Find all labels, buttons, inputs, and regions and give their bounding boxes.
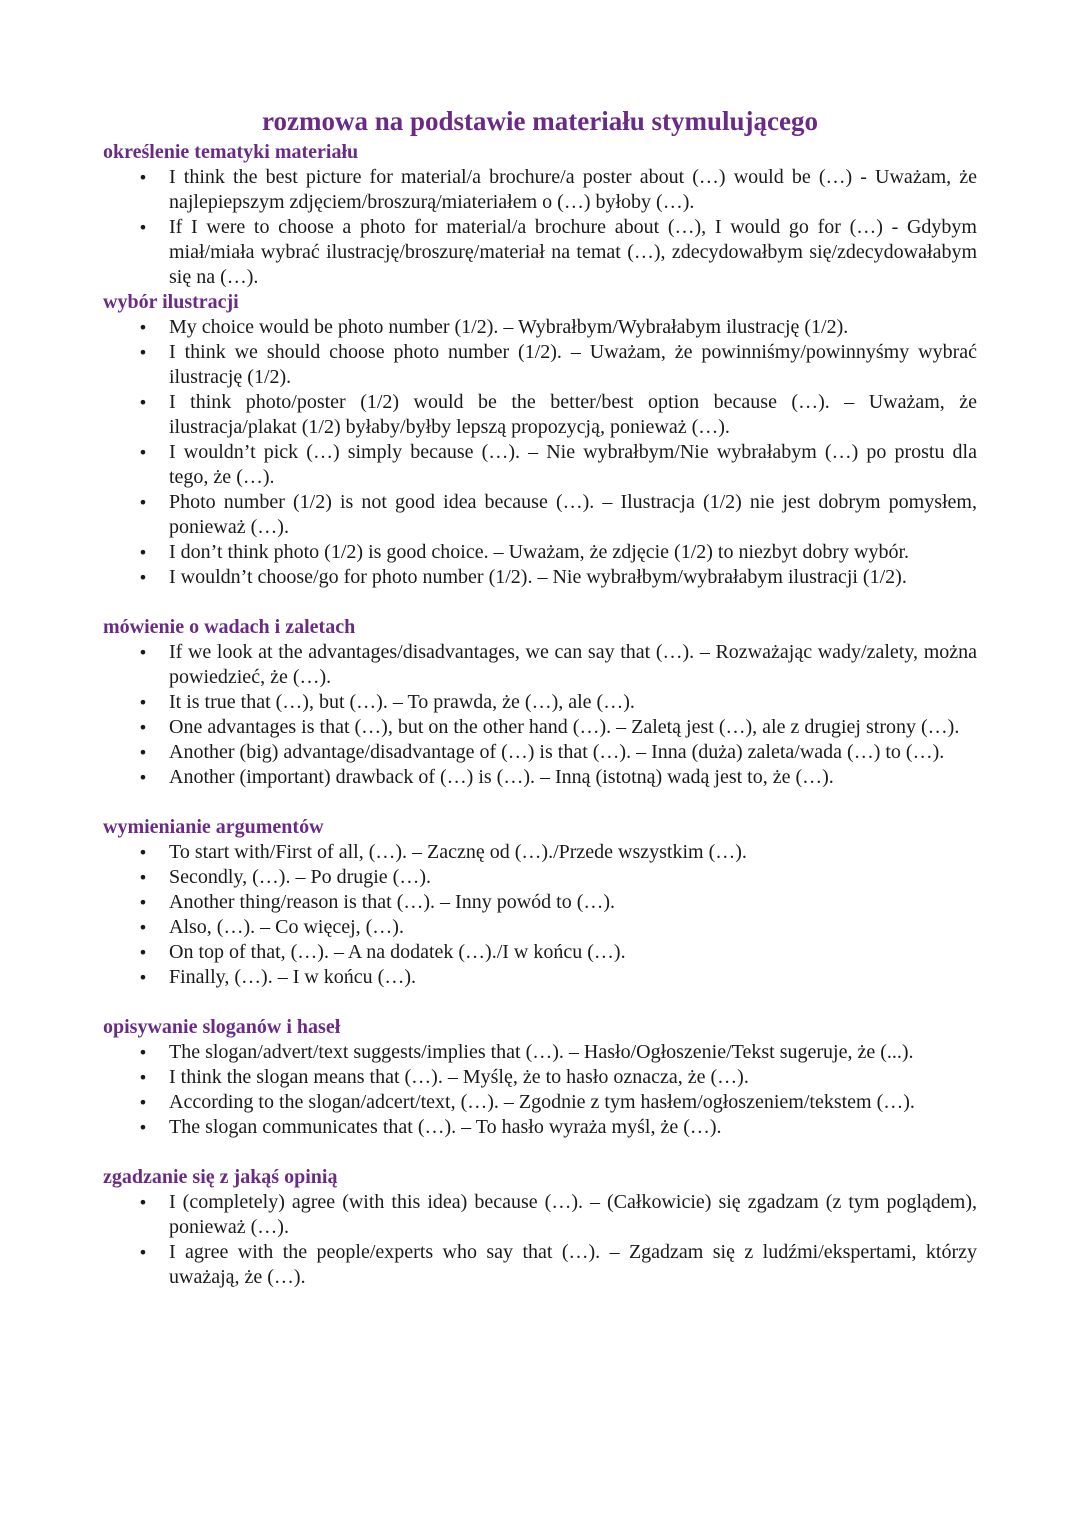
list-item: [103, 965, 977, 990]
phrase-list: [103, 1040, 977, 1140]
bullet-icon: •: [138, 1068, 148, 1087]
list-item: [103, 440, 977, 490]
phrase-text: The slogan/advert/text suggests/implies that (…). – Hasło/Ogłoszenie/Tekst sugeruje, że (...).: [169, 1041, 914, 1063]
list-item: [103, 1065, 977, 1090]
section-heading: określenie tematyki materiału: [103, 141, 359, 163]
phrase-text: I (completely) agree (with this idea) because (…). – (Całkowicie) się zgadzam (z tym poglądem), ponieważ (…).: [169, 1191, 977, 1238]
list-item: [103, 1040, 977, 1065]
phrase-text: I think the best picture for material/a brochure/a poster about (…) would be (…) - Uważam, że najlepiepszym zdjęciem/broszurą/miateriałem o (…) byłoby (…).: [169, 166, 977, 213]
list-item: [103, 765, 977, 790]
list-item: [103, 890, 977, 915]
bullet-icon: •: [138, 1243, 148, 1262]
section: [103, 290, 977, 590]
phrase-text: Another (big) advantage/disadvantage of (…) is that (…). – Inna (duża) zaleta/wada (…) to (…).: [169, 741, 945, 763]
bullet-icon: •: [138, 643, 148, 662]
list-item: [103, 740, 977, 765]
list-item: [103, 840, 977, 865]
bullet-icon: •: [138, 768, 148, 787]
list-item: [103, 540, 977, 565]
section-heading: zgadzanie się z jakąś opinią: [103, 1166, 338, 1188]
bullet-icon: •: [138, 218, 148, 237]
list-item: [103, 565, 977, 590]
list-item: [103, 1240, 977, 1290]
bullet-icon: •: [138, 568, 148, 587]
document-page: [103, 104, 977, 1290]
phrase-text: My choice would be photo number (1/2). – Wybrałbym/Wybrałabym ilustrację (1/2).: [169, 316, 849, 338]
bullet-icon: •: [138, 493, 148, 512]
bullet-icon: •: [138, 1193, 148, 1212]
phrase-text: Another thing/reason is that (…). – Inny powód to (…).: [169, 891, 616, 913]
section-heading: opisywanie sloganów i haseł: [103, 1016, 341, 1038]
bullet-icon: •: [138, 1093, 148, 1112]
phrase-text: One advantages is that (…), but on the other hand (…). – Zaletą jest (…), ale z drugiej strony (…).: [169, 716, 960, 738]
section-heading: mówienie o wadach i zaletach: [103, 616, 356, 638]
bullet-icon: •: [138, 393, 148, 412]
phrase-text: I think the slogan means that (…). – Myślę, że to hasło oznacza, że (…).: [169, 1066, 749, 1088]
bullet-icon: •: [138, 1118, 148, 1137]
bullet-icon: •: [138, 543, 148, 562]
section-heading: wymienianie argumentów: [103, 816, 324, 838]
bullet-icon: •: [138, 168, 148, 187]
bullet-icon: •: [138, 1043, 148, 1062]
bullet-icon: •: [138, 893, 148, 912]
phrase-text: I don’t think photo (1/2) is good choice. – Uważam, że zdjęcie (1/2) to niezbyt dobry wybór.: [169, 541, 909, 563]
phrase-text: I think we should choose photo number (1/2). – Uważam, że powinniśmy/powinnyśmy wybrać ilustrację (1/2).: [169, 341, 977, 388]
list-item: [103, 315, 977, 340]
phrase-text: I agree with the people/experts who say that (…). – Zgadzam się z ludźmi/ekspertami, którzy uważają, że (…).: [169, 1241, 977, 1288]
phrase-text: According to the slogan/adcert/text, (…). – Zgodnie z tym hasłem/ogłoszeniem/tekstem (…).: [169, 1091, 915, 1113]
list-item: [103, 915, 977, 940]
list-item: [103, 865, 977, 890]
list-item: [103, 165, 977, 215]
list-item: [103, 490, 977, 540]
phrase-text: I wouldn’t choose/go for photo number (1/2). – Nie wybrałbym/wybrałabym ilustracji (1/2).: [169, 566, 907, 588]
list-item: [103, 215, 977, 290]
bullet-icon: •: [138, 918, 148, 937]
phrase-list: [103, 640, 977, 790]
bullet-icon: •: [138, 443, 148, 462]
phrase-text: I wouldn’t pick (…) simply because (…). – Nie wybrałbym/Nie wybrałabym (…) po prostu dla tego, że (…).: [169, 441, 977, 488]
section: [103, 1165, 977, 1290]
list-item: [103, 1190, 977, 1240]
phrase-text: Secondly, (…). – Po drugie (…).: [169, 866, 431, 888]
phrase-list: [103, 1190, 977, 1290]
phrase-list: [103, 165, 977, 290]
section: [103, 140, 977, 290]
list-item: [103, 1090, 977, 1115]
phrase-text: On top of that, (…). – A na dodatek (…)./I w końcu (…).: [169, 941, 626, 963]
section: [103, 1015, 977, 1140]
document-title: rozmowa na podstawie materiału stymulującego: [262, 106, 818, 136]
section: [103, 815, 977, 990]
list-item: [103, 690, 977, 715]
phrase-text: Finally, (…). – I w końcu (…).: [169, 966, 416, 988]
phrase-text: Another (important) drawback of (…) is (…). – Inną (istotną) wadą jest to, że (…).: [169, 766, 834, 788]
section: [103, 615, 977, 790]
bullet-icon: •: [138, 843, 148, 862]
sections-container: [103, 140, 977, 1290]
section-heading: wybór ilustracji: [103, 291, 239, 313]
list-item: [103, 340, 977, 390]
bullet-icon: •: [138, 868, 148, 887]
list-item: [103, 940, 977, 965]
list-item: [103, 1115, 977, 1140]
list-item: [103, 715, 977, 740]
list-item: [103, 390, 977, 440]
bullet-icon: •: [138, 968, 148, 987]
phrase-list: [103, 840, 977, 990]
phrase-text: If we look at the advantages/disadvantages, we can say that (…). – Rozważając wady/zalety, można powiedzieć, że (…).: [169, 641, 977, 688]
phrase-text: To start with/First of all, (…). – Zacznę od (…)./Przede wszystkim (…).: [169, 841, 747, 863]
list-item: [103, 640, 977, 690]
phrase-list: [103, 315, 977, 590]
bullet-icon: •: [138, 943, 148, 962]
phrase-text: If I were to choose a photo for material/a brochure about (…), I would go for (…) - Gdybym miał/miała wybrać ilustrację/broszurę/materiał na temat (…), zdecydowałbym się/zdecydowałabym się na (…).: [169, 216, 977, 288]
phrase-text: Photo number (1/2) is not good idea because (…). – Ilustracja (1/2) nie jest dobrym pomysłem, ponieważ (…).: [169, 491, 977, 538]
bullet-icon: •: [138, 343, 148, 362]
bullet-icon: •: [138, 718, 148, 737]
phrase-text: I think photo/poster (1/2) would be the better/best option because (…). – Uważam, że ilustracja/plakat (1/2) byłaby/byłby lepszą propozycją, ponieważ (…).: [169, 391, 977, 438]
phrase-text: It is true that (…), but (…). – To prawda, że (…), ale (…).: [169, 691, 635, 713]
bullet-icon: •: [138, 743, 148, 762]
phrase-text: The slogan communicates that (…). – To hasło wyraża myśl, że (…).: [169, 1116, 722, 1138]
phrase-text: Also, (…). – Co więcej, (…).: [169, 916, 404, 938]
bullet-icon: •: [138, 318, 148, 337]
bullet-icon: •: [138, 693, 148, 712]
